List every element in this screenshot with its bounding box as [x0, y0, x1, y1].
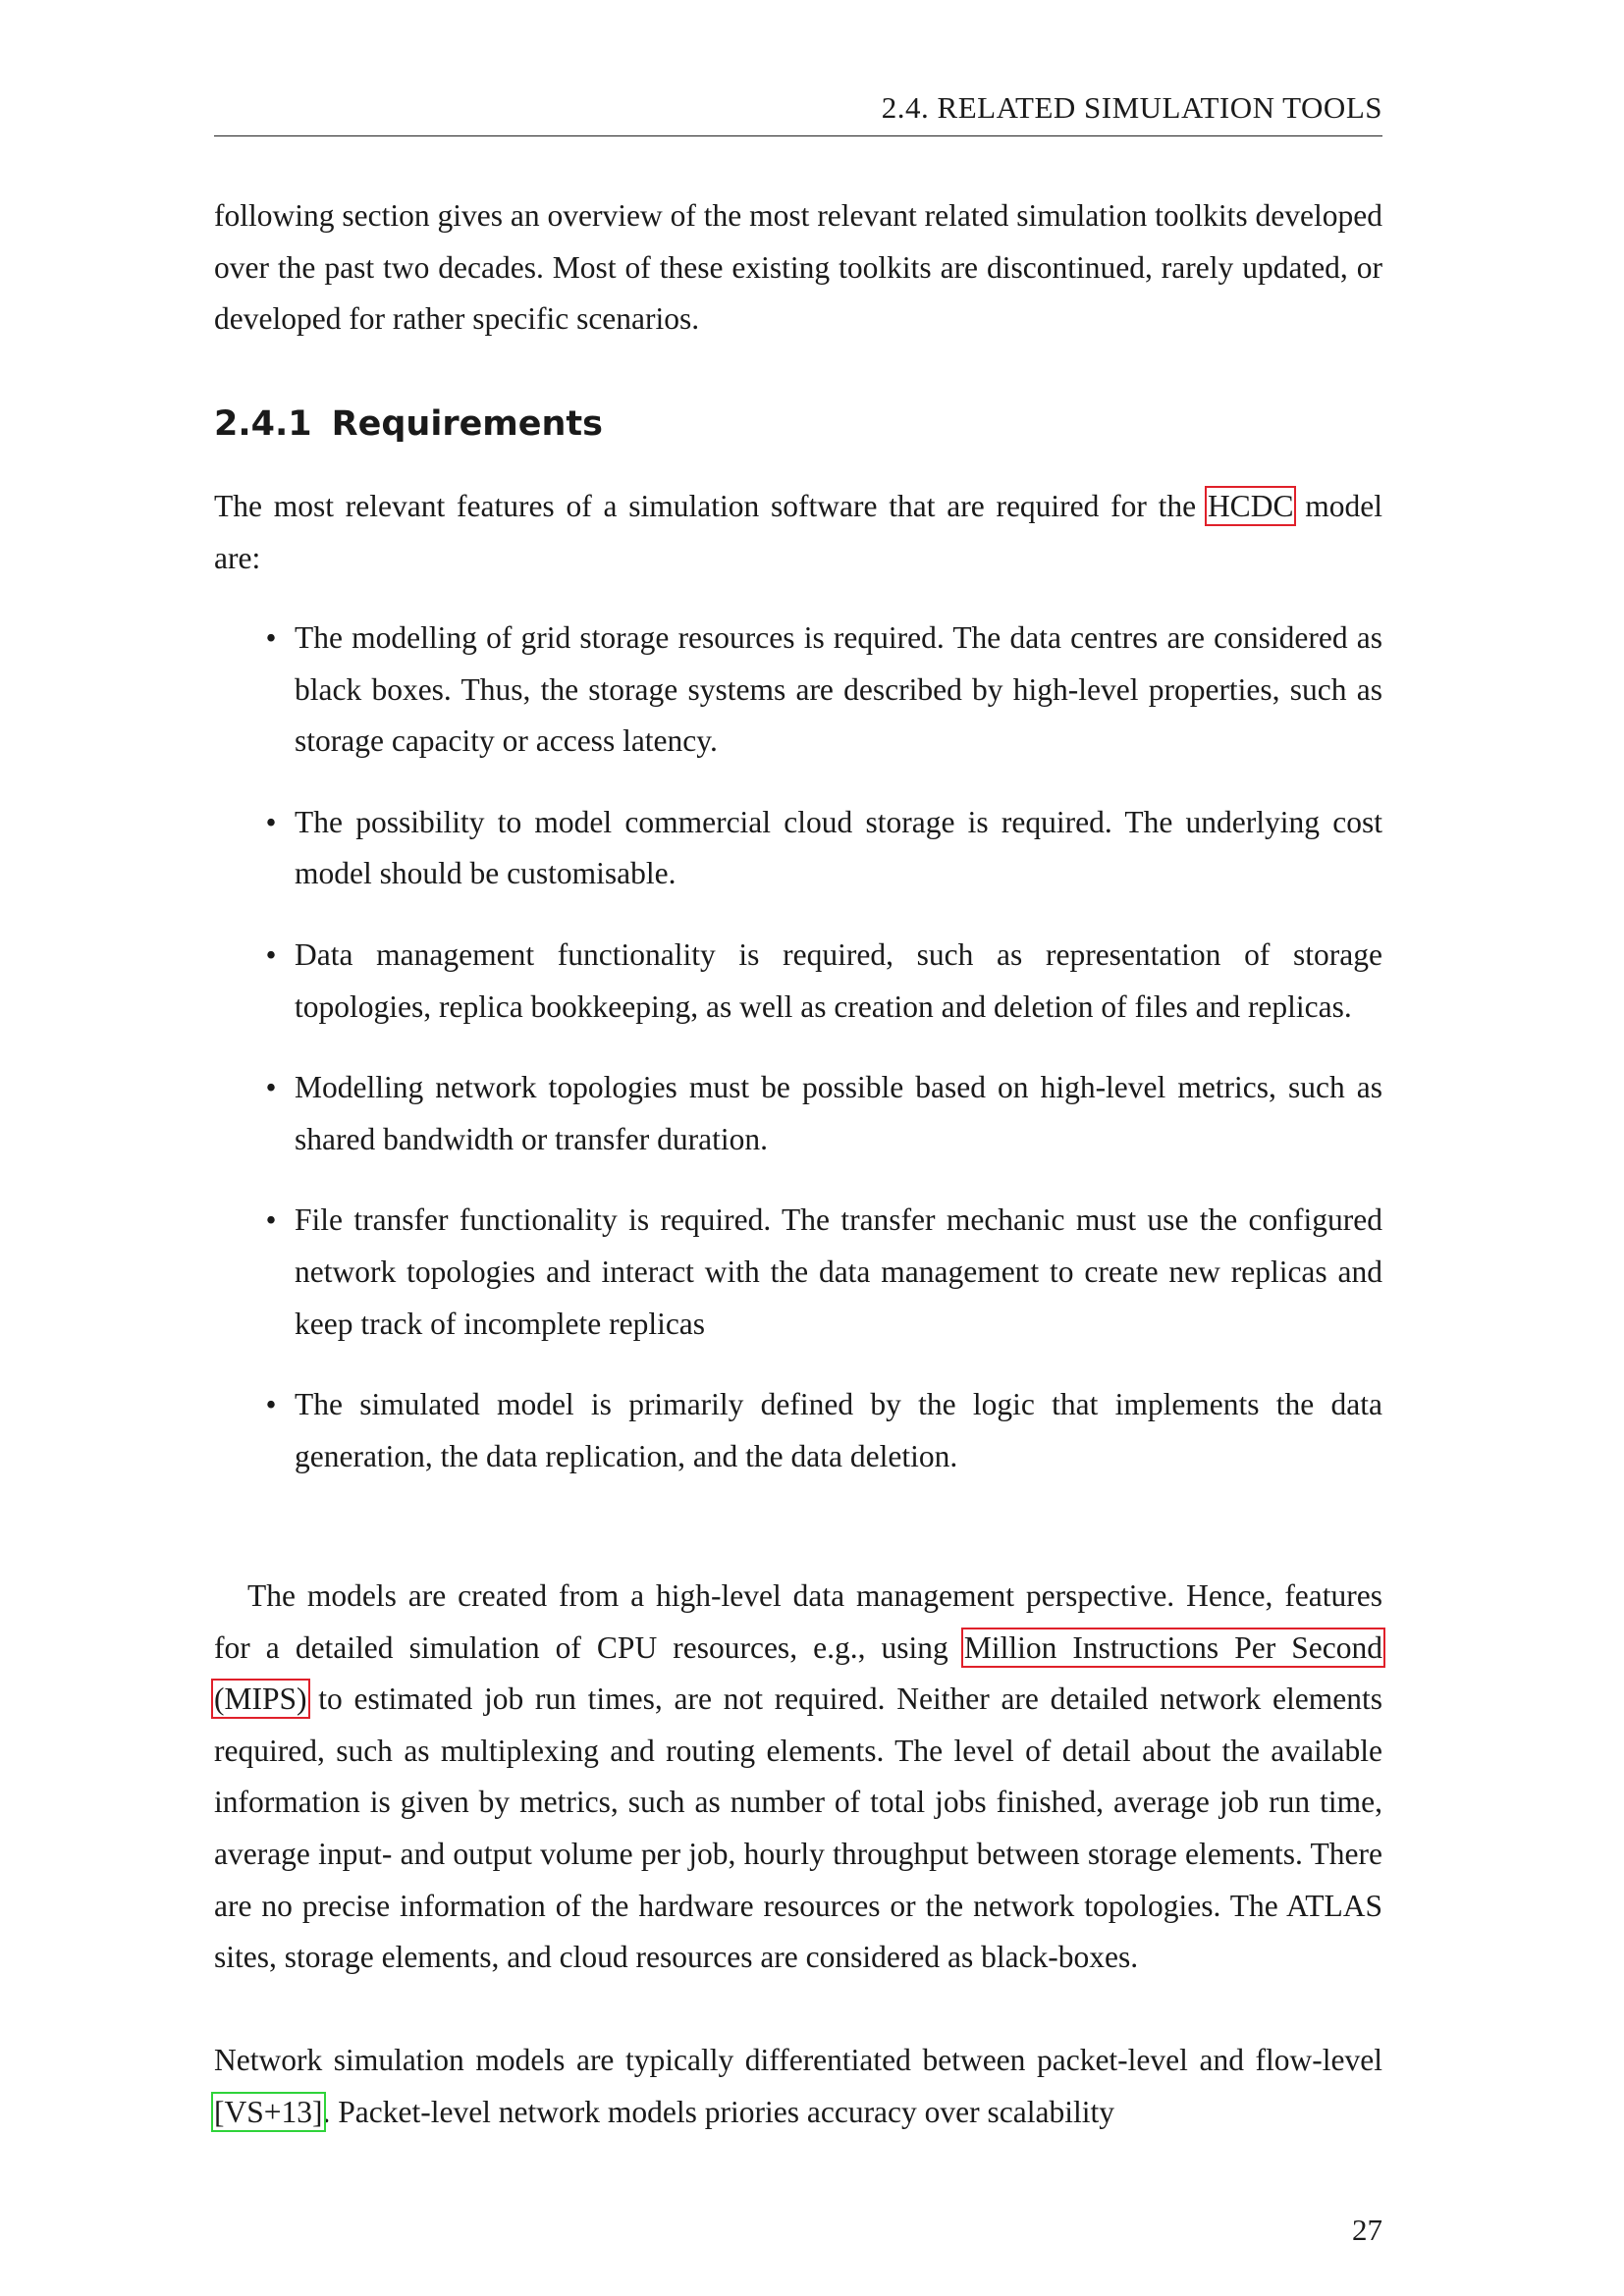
section-title: Requirements — [331, 404, 603, 444]
list-item-text: The modelling of grid storage resources is required. The data centres are considered as black boxes. Thus, the storage systems are described by high-level properties, such as storage capacity or access latency. — [295, 620, 1382, 759]
list-item — [265, 1195, 1382, 1350]
list-item — [265, 1379, 1382, 1482]
list-item — [265, 797, 1382, 900]
bullet-icon: • — [265, 620, 277, 655]
models-paragraph-text-end: to estimated job run times, are not required. Neither are detailed network elements required, such as multiplexing and routing elements. The level of detail about the available information is given by metrics, such as number of total jobs finished, average job run time, average input- and output volume per job, hourly throughput between storage elements. There are no precise information of the hardware resources or the network topologies. The ATLAS sites, storage elements, and cloud resources are considered as black-boxes. — [214, 1682, 1382, 1975]
network-paragraph-text: Network simulation models are typically differentiated between packet-level and flow-level — [214, 2043, 1382, 2077]
citation-link[interactable]: [VS+13] — [214, 2094, 323, 2129]
network-paragraph-text-end: . Packet-level network models priories accuracy over scalability — [322, 2094, 1114, 2129]
running-header: 2.4. RELATED SIMULATION TOOLS — [214, 90, 1382, 136]
requirements-list — [265, 613, 1382, 1512]
requirements-intro-paragraph — [214, 481, 1382, 584]
hcdc-acronym-link[interactable]: HCDC — [1207, 489, 1294, 523]
list-item — [265, 930, 1382, 1033]
section-number: 2.4.1 — [214, 404, 312, 444]
list-item-text: Data management functionality is required, such as representation of storage topologies, replica bookkeeping, as well as creation and deletion of files and replicas. — [295, 936, 1382, 1024]
list-item — [265, 1062, 1382, 1165]
list-item-text: The simulated model is primarily defined by the logic that implements the data generation, the data replication, and the data deletion. — [295, 1387, 1382, 1473]
intro-paragraph: following section gives an overview of the most relevant related simulation toolkits developed over the past two decades. Most of these existing toolkits are discontinued, rarely updated, or developed for rather specific scenarios. — [214, 198, 1382, 337]
list-item — [265, 613, 1382, 768]
page-number: 27 — [1352, 2213, 1382, 2247]
network-paragraph — [214, 2035, 1382, 2138]
bullet-icon: • — [265, 936, 277, 972]
section-heading — [214, 404, 603, 444]
list-item-text: File transfer functionality is required. The transfer mechanic must use the configured network topologies and interact with the data management to create new replicas and keep track of incomplete replicas — [295, 1202, 1382, 1341]
list-item-text: The possibility to model commercial cloud storage is required. The underlying cost model should be customisable. — [295, 804, 1382, 891]
bullet-icon: • — [265, 1202, 277, 1238]
models-paragraph-text: The models are created from a high-level data management perspective. Hence, features for a detailed simulation of CPU resources, e.g., using — [214, 1578, 1382, 1665]
mips-acronym-link[interactable]: Million Instructions Per Second (MIPS) — [214, 1629, 1382, 1717]
bullet-icon: • — [265, 1070, 277, 1105]
list-item-text: Modelling network topologies must be possible based on high-level metrics, such as shared bandwidth or transfer duration. — [295, 1070, 1382, 1156]
bullet-icon: • — [265, 1387, 277, 1422]
bullet-icon: • — [265, 804, 277, 839]
models-paragraph — [214, 1571, 1382, 1984]
requirements-intro-text-end: model are: — [214, 489, 1382, 575]
requirements-intro-text: The most relevant features of a simulation software that are required for the — [214, 489, 1208, 523]
